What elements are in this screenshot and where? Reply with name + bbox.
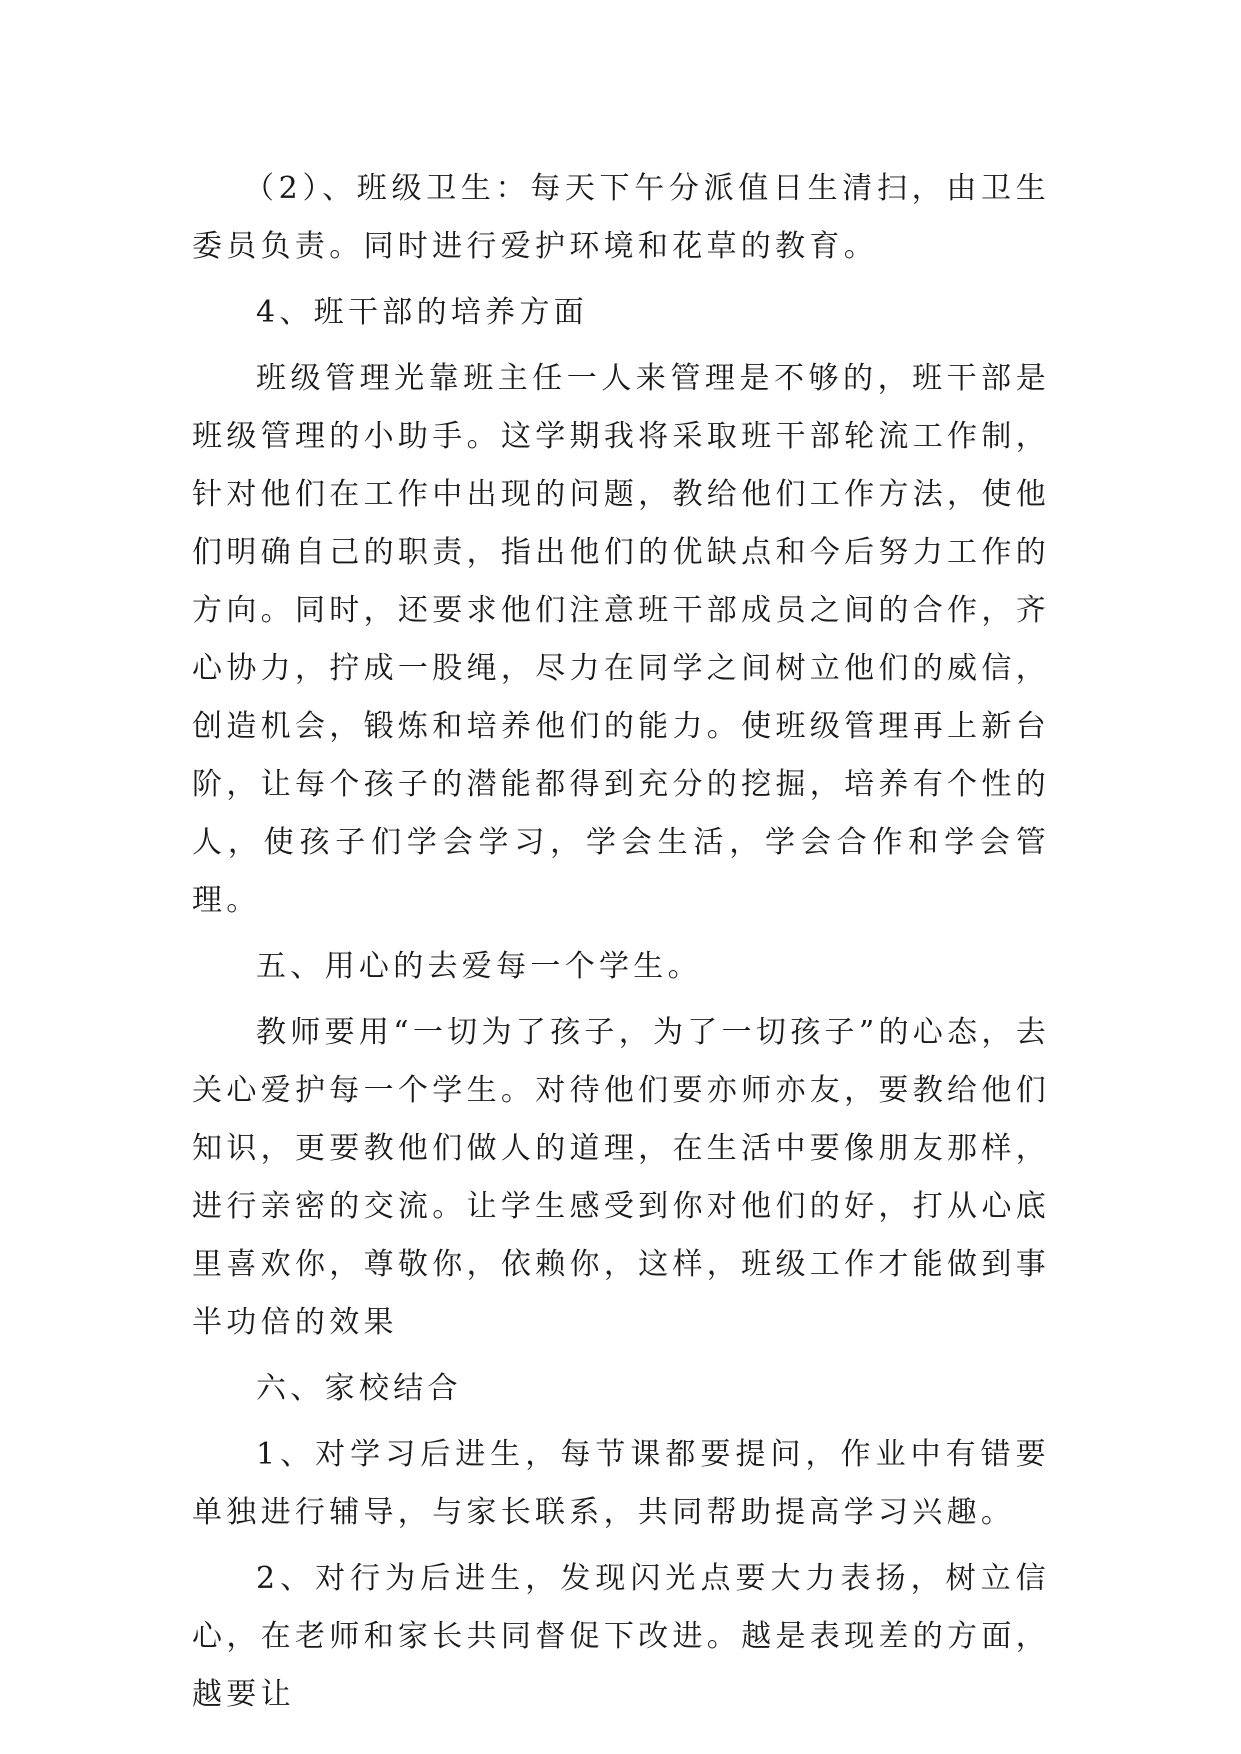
paragraph-hygiene: （2）、班级卫生：每天下午分派值日生清扫，由卫生委员负责。同时进行爱护环境和花草的教育。 bbox=[192, 171, 1050, 264]
document-page bbox=[192, 160, 1050, 1732]
paragraph-learning-laggards: 1、对学习后进生，每节课都要提问，作业中有错要单独进行辅导，与家长联系，共同帮助提高学习兴趣。 bbox=[192, 1437, 1050, 1530]
heading-love-students: 五、用心的去爱每一个学生。 bbox=[256, 949, 702, 984]
paragraph-class-cadre: 班级管理光靠班主任一人来管理是不够的，班干部是班级管理的小助手。这学期我将采取班干部轮流工作制，针对他们在工作中出现的问题，教给他们工作方法，使他们明确自己的职责，指出他们的优缺点和今后努力工作的方向。同时，还要求他们注意班干部成员之间的合作，齐心协力，拧成一股绳，尽力在同学之间树立他们的威信，创造机会，锻炼和培养他们的能力。使班级管理再上新台阶，让每个孩子的潜能都得到充分的挖掘，培养有个性的人，使孩子们学会学习，学会生活，学会合作和学会管理。 bbox=[192, 361, 1050, 918]
paragraph-behavior-laggards: 2、对行为后进生，发现闪光点要大力表扬，树立信心，在老师和家长共同督促下改进。越是表现差的方面，越要让 bbox=[192, 1561, 1050, 1712]
paragraph-love-students: 教师要用“一切为了孩子，为了一切孩子”的心态，去关心爱护每一个学生。对待他们要亦师亦友，要教给他们知识，更要教他们做人的道理，在生活中要像朋友那样，进行亲密的交流。让学生感受到你对他们的好，打从心底里喜欢你，尊敬你，依赖你，这样，班级工作才能做到事半功倍的效果 bbox=[192, 1015, 1050, 1340]
heading-home-school: 六、家校结合 bbox=[256, 1371, 462, 1406]
heading-class-cadre-training: 4、班干部的培养方面 bbox=[256, 295, 589, 330]
